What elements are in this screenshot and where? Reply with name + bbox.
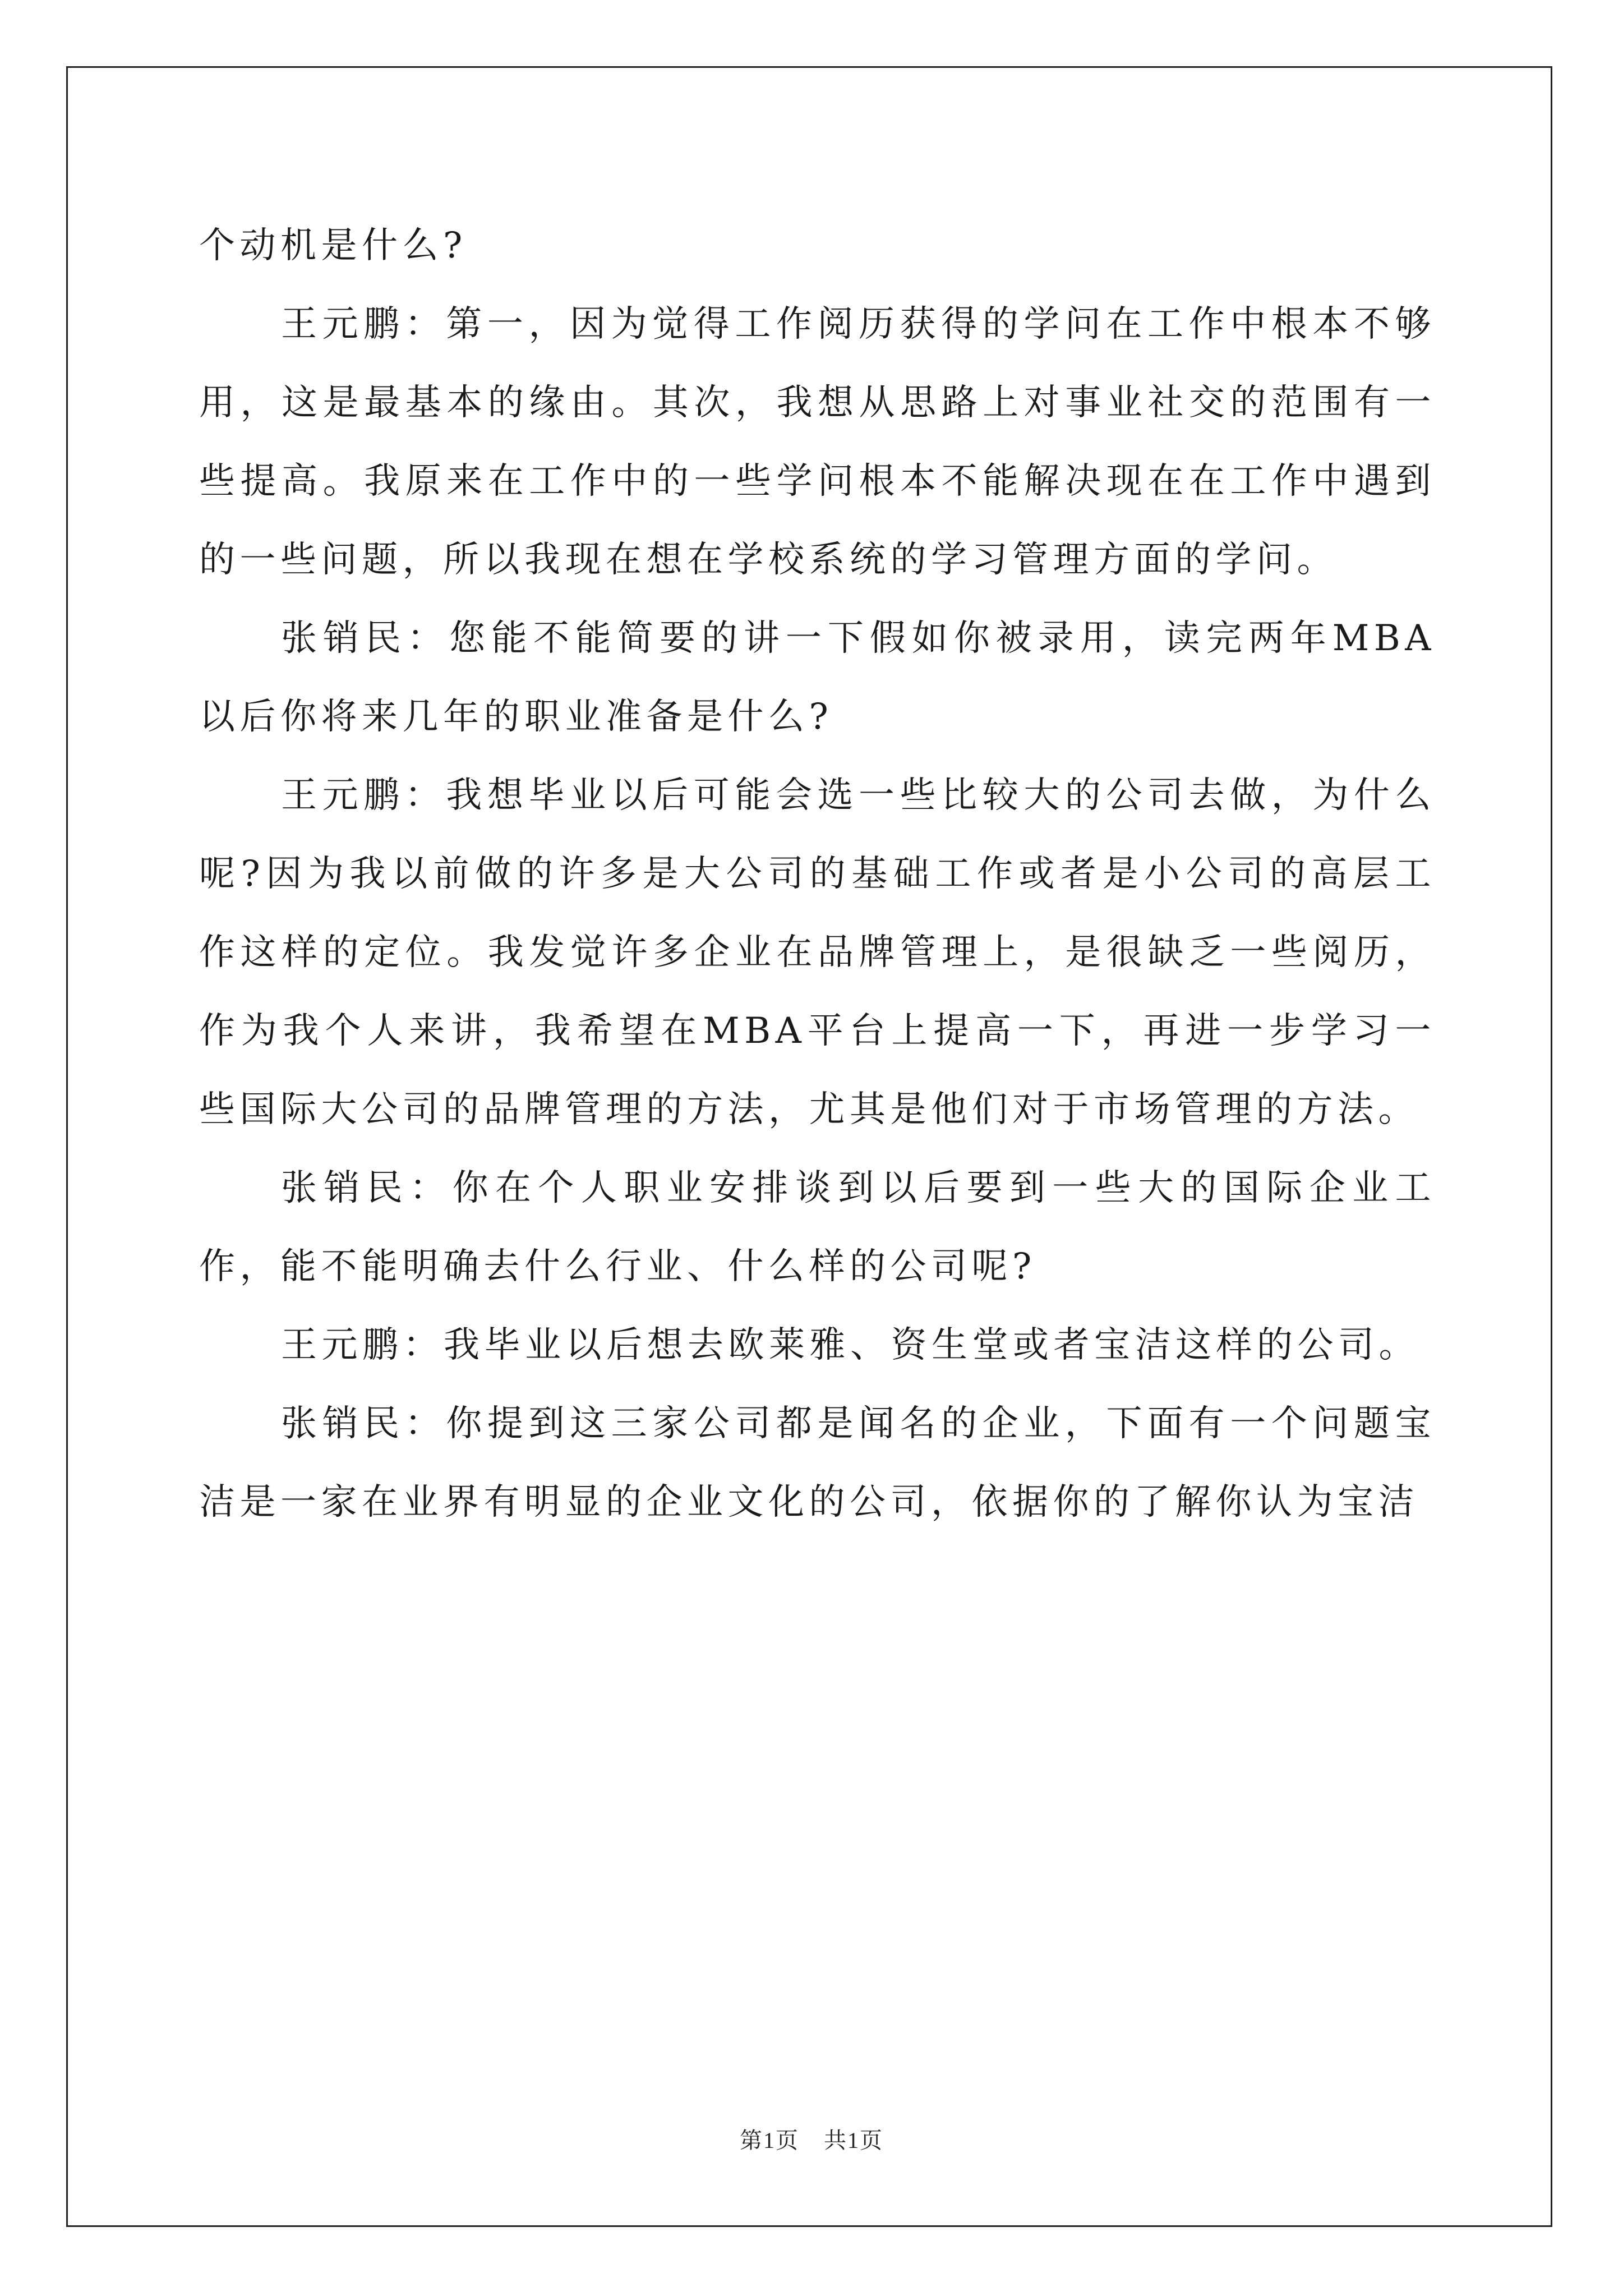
document-body <box>199 206 1436 1542</box>
paragraph-4: 王元鹏：我想毕业以后可能会选一些比较大的公司去做，为什么呢?因为我以前做的许多是大公司的基础工作或者是小公司的高层工作这样的定位。我发觉许多企业在品牌管理上，是很缺乏一些阅历，作为我个人来讲，我希望在MBA平台上提高一下，再进一步学习一些国际大公司的品牌管理的方法，尤其是他们对于市场管理的方法。 <box>199 775 1436 1130</box>
page-footer <box>0 2123 1623 2155</box>
paragraph-7: 张销民：你提到这三家公司都是闻名的企业，下面有一个问题宝洁是一家在业界有明显的企业文化的公司，依据你的了解你认为宝洁 <box>199 1403 1436 1523</box>
page-number-total: 共1页 <box>824 2128 883 2153</box>
paragraph-5: 张销民：你在个人职业安排谈到以后要到一些大的国际企业工作，能不能明确去什么行业、什么样的公司呢? <box>199 1167 1436 1287</box>
page-number-current: 第1页 <box>740 2128 799 2153</box>
paragraph-2: 王元鹏：第一，因为觉得工作阅历获得的学问在工作中根本不够用，这是最基本的缘由。其次，我想从思路上对事业社交的范围有一些提高。我原来在工作中的一些学问根本不能解决现在在工作中遇到的一些问题，所以我现在想在学校系统的学习管理方面的学问。 <box>199 303 1436 581</box>
paragraph-1: 个动机是什么? <box>199 225 467 266</box>
paragraph-3: 张销民：您能不能简要的讲一下假如你被录用，读完两年MBA以后你将来几年的职业准备是什么? <box>199 618 1436 738</box>
paragraph-6: 王元鹏：我毕业以后想去欧莱雅、资生堂或者宝洁这样的公司。 <box>281 1324 1419 1366</box>
